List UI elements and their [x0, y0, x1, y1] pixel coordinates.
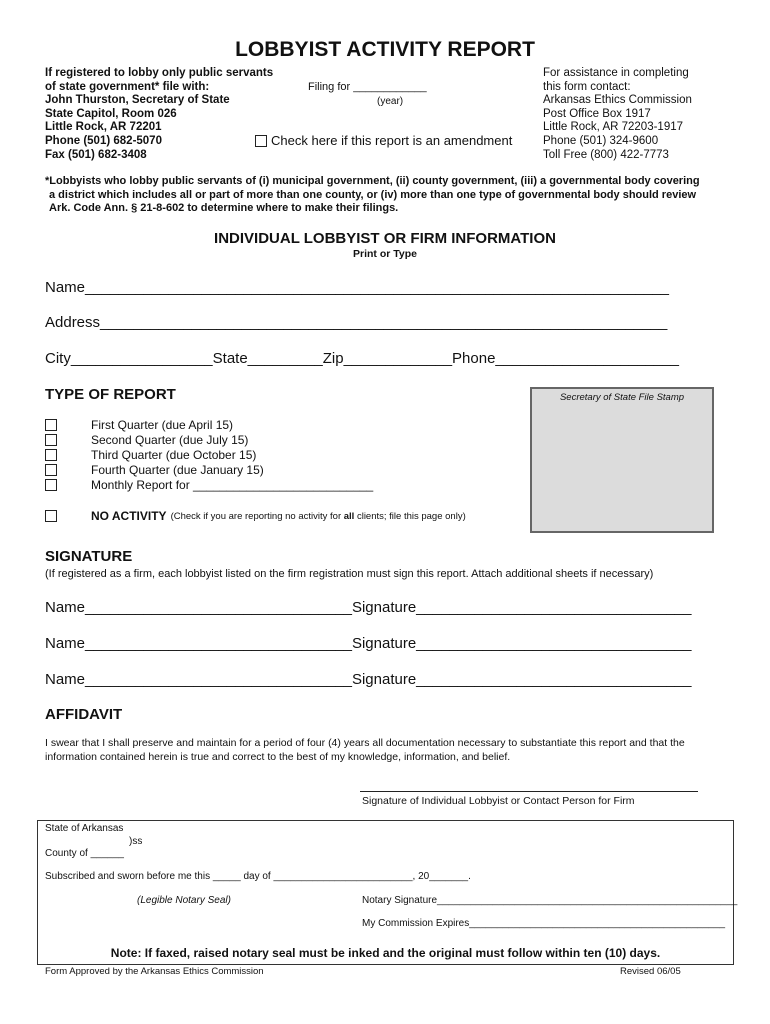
footer-revision: Revised 06/05 — [620, 966, 681, 977]
file-stamp-label: Secretary of State File Stamp — [559, 392, 685, 403]
name-field[interactable]: Name______________________________________________________________________ — [45, 279, 669, 296]
footnote-line: a district which includes all or part of more than one county, or (iv) more than one type of governmental body should review — [49, 188, 697, 201]
report-option-label: Third Quarter (due October 15) — [91, 448, 257, 462]
jurisdiction-footnote — [45, 175, 700, 216]
notary-ss: )ss — [129, 836, 143, 847]
filing-address-line: If registered to lobby only public servants — [45, 67, 274, 79]
signature-row[interactable]: Name________________________________Signature_________________________________ — [45, 599, 692, 616]
monthly-report-checkbox[interactable] — [45, 479, 57, 491]
no-activity-label: NO ACTIVITY — [91, 509, 167, 523]
third-quarter-checkbox[interactable] — [45, 449, 57, 461]
notary-signature-field[interactable]: Notary Signature______________________________________________________ — [362, 895, 738, 906]
amendment-option — [255, 133, 512, 148]
report-type-checkboxes — [45, 419, 57, 494]
commission-expires-field[interactable]: My Commission Expires______________________________________________ — [362, 918, 726, 929]
section-title-affidavit: AFFIDAVIT — [45, 706, 123, 723]
amendment-label: Check here if this report is an amendment — [271, 133, 513, 148]
filing-for-field[interactable]: Filing for ____________ — [308, 81, 427, 93]
affidavit-signature-line[interactable] — [360, 791, 698, 792]
report-option-label: Second Quarter (due July 15) — [91, 433, 249, 447]
first-quarter-checkbox[interactable] — [45, 419, 57, 431]
contact-line: For assistance in completing — [543, 67, 689, 79]
notary-county-field[interactable]: County of ______ — [45, 848, 124, 859]
footnote-line: Ark. Code Ann. § 21-8-602 to determine where to make their filings. — [49, 202, 399, 214]
no-activity-note: (Check if you are reporting no activity for all clients; file this page only) — [170, 510, 466, 522]
print-or-type-note: Print or Type — [353, 248, 417, 260]
assistance-contact-block — [543, 67, 692, 162]
report-option-label: First Quarter (due April 15) — [91, 418, 234, 432]
report-type-options — [91, 418, 373, 493]
filing-address-line: of state government* file with: — [45, 80, 210, 93]
report-option-label: Fourth Quarter (due January 15) — [91, 463, 264, 477]
year-label: (year) — [377, 96, 404, 107]
amendment-checkbox[interactable] — [255, 135, 267, 147]
second-quarter-checkbox[interactable] — [45, 434, 57, 446]
fax-note: Note: If faxed, raised notary seal must be inked and the original must follow within ten (10) days. — [110, 946, 661, 960]
no-activity-option — [45, 509, 466, 523]
filing-address-line: Phone (501) 682-5070 — [45, 134, 162, 147]
affidavit-statement: I swear that I shall preserve and maintain for a period of four (4) years all documentation necessary to substantiate this report and that the information contained herein is true and correct to the best of my knowledge, information, and belief. — [45, 737, 685, 763]
filing-address-line: John Thurston, Secretary of State — [45, 94, 230, 107]
affidavit-signature-caption: Signature of Individual Lobbyist or Contact Person for Firm — [362, 795, 635, 807]
filing-address-line: State Capitol, Room 026 — [45, 107, 177, 120]
contact-line: Toll Free (800) 422-7773 — [543, 148, 669, 161]
footer-approval: Form Approved by the Arkansas Ethics Commission — [45, 966, 264, 977]
fourth-quarter-checkbox[interactable] — [45, 464, 57, 476]
contact-line: Little Rock, AR 72203-1917 — [543, 121, 684, 134]
address-field[interactable]: Address____________________________________________________________________ — [45, 314, 668, 331]
signature-instructions: (If registered as a firm, each lobbyist listed on the firm registration must sign this report. Attach additional sheets if necessary) — [45, 568, 654, 580]
notary-subscribed-field[interactable]: Subscribed and sworn before me this _____ day of _________________________, 20_______. — [45, 871, 471, 882]
filing-address-line: Fax (501) 682-3408 — [45, 148, 147, 161]
section-title-type-of-report: TYPE OF REPORT — [45, 386, 176, 403]
no-activity-checkbox[interactable] — [45, 510, 57, 522]
contact-line: Post Office Box 1917 — [543, 107, 651, 120]
footnote-line: *Lobbyists who lobby public servants of (i) municipal government, (ii) county government, (iii) a governmental body covering — [45, 175, 700, 187]
form-title: LOBBYIST ACTIVITY REPORT — [235, 38, 535, 61]
contact-line: Arkansas Ethics Commission — [543, 94, 692, 107]
contact-line: this form contact: — [543, 80, 631, 93]
filing-address-line: Little Rock, AR 72201 — [45, 121, 162, 134]
file-stamp-box — [530, 387, 714, 533]
report-option-label: Monthly Report for ___________________________ — [91, 478, 374, 492]
contact-line: Phone (501) 324-9600 — [543, 134, 659, 147]
signature-row[interactable]: Name________________________________Signature_________________________________ — [45, 635, 692, 652]
section-title-lobbyist-info: INDIVIDUAL LOBBYIST OR FIRM INFORMATION — [214, 230, 556, 247]
notary-state: State of Arkansas — [45, 823, 124, 834]
notary-seal-label: (Legible Notary Seal) — [137, 895, 231, 906]
signature-row[interactable]: Name________________________________Signature_________________________________ — [45, 671, 692, 688]
section-title-signature: SIGNATURE — [45, 548, 133, 565]
filing-address-block — [45, 67, 273, 162]
city-state-zip-phone-field[interactable]: City_________________State_________Zip_____________Phone______________________ — [45, 350, 679, 367]
